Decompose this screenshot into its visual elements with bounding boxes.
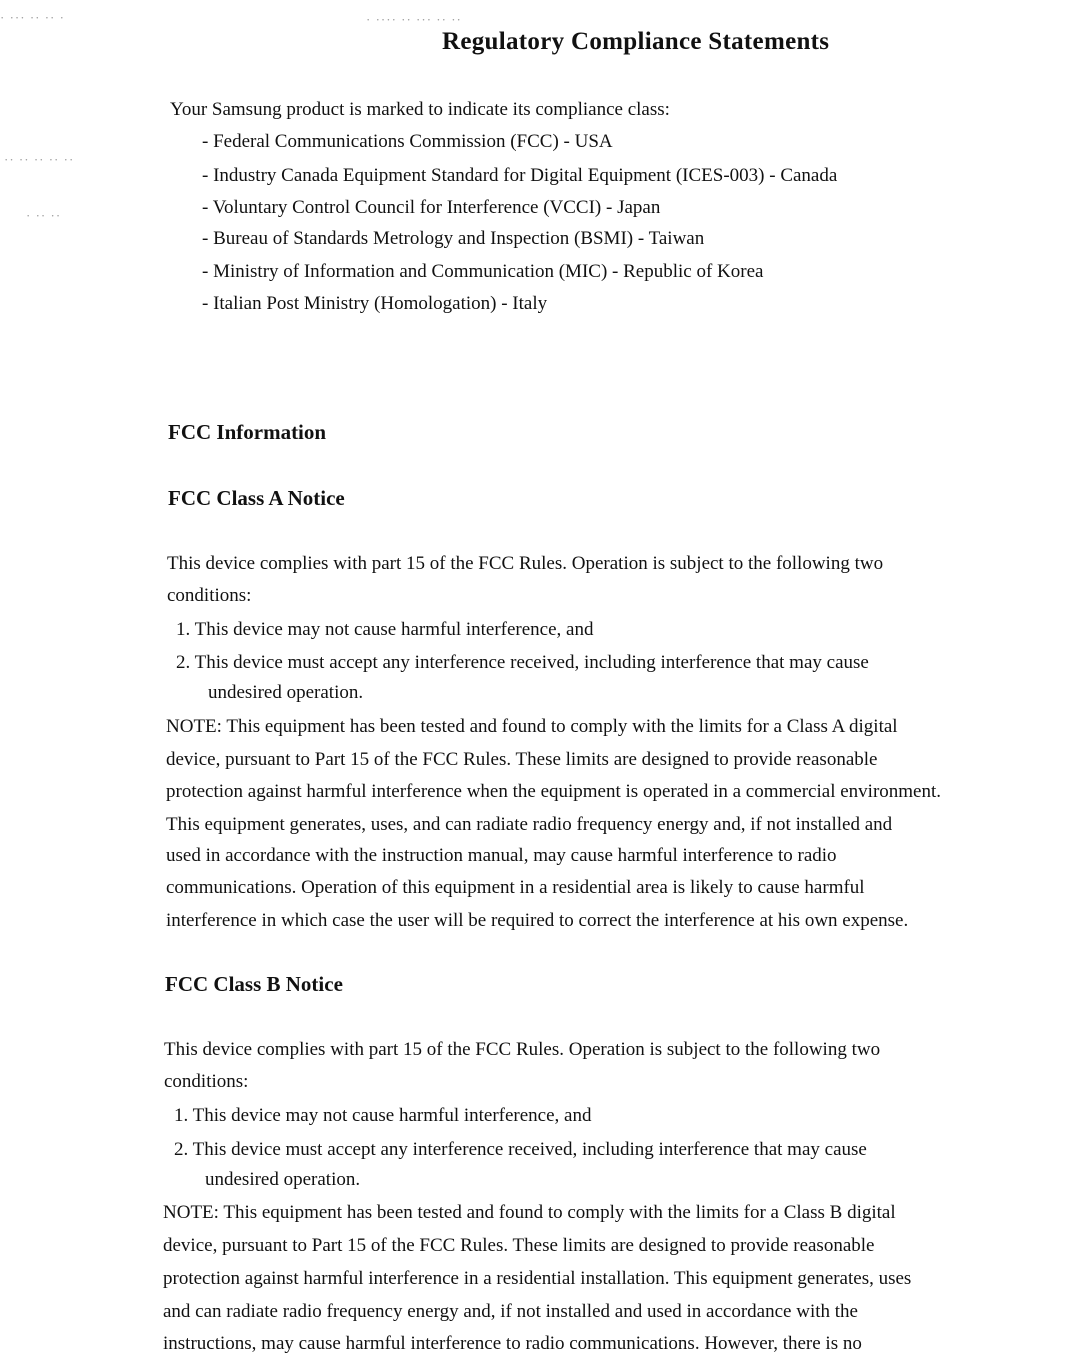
class-a-line: conditions: [167, 585, 252, 606]
class-b-line: This device complies with part 15 of the FCC Rules. Operation is subject to the following two [164, 1039, 881, 1060]
class-b-line: NOTE: This equipment has been tested and found to comply with the limits for a Class B digital [163, 1202, 896, 1223]
compliance-list-item: - Industry Canada Equipment Standard for Digital Equipment (ICES-003) - Canada [202, 165, 838, 186]
compliance-list-item: - Voluntary Control Council for Interference (VCCI) - Japan [202, 197, 661, 218]
class-a-line: undesired operation. [208, 682, 364, 703]
class-b-line: 2. This device must accept any interference received, including interference that may cause [174, 1139, 867, 1160]
scan-artifact: · ···· ·· ··· ·· ·· [366, 12, 462, 27]
class-b-line: conditions: [164, 1071, 249, 1092]
class-a-line: 2. This device must accept any interference received, including interference that may cause [176, 652, 869, 673]
compliance-list-item: - Ministry of Information and Communication (MIC) - Republic of Korea [202, 261, 764, 282]
class-b-line: and can radiate radio frequency energy and, if not installed and used in accordance with the [163, 1301, 858, 1322]
class-a-line: device, pursuant to Part 15 of the FCC Rules. These limits are designed to provide reasonable [166, 749, 878, 770]
scan-artifact: ·· ·· ·· ·· ·· [4, 152, 75, 167]
class-a-line: This equipment generates, uses, and can radiate radio frequency energy and, if not installed and [166, 814, 893, 835]
class-b-line: 1. This device may not cause harmful interference, and [174, 1105, 592, 1126]
class-a-heading: FCC Class A Notice [168, 486, 345, 510]
fcc-information-heading: FCC Information [168, 420, 327, 444]
compliance-list-item: - Federal Communications Commission (FCC) - USA [202, 131, 613, 152]
scan-artifact: · ··· ·· ·· · [0, 10, 65, 25]
class-b-heading: FCC Class B Notice [165, 972, 343, 996]
class-b-line: instructions, may cause harmful interference to radio communications. However, there is no [163, 1333, 862, 1354]
scan-artifact: · ·· ·· [26, 208, 62, 223]
intro-lead: Your Samsung product is marked to indicate its compliance class: [170, 99, 670, 120]
compliance-list-item: - Italian Post Ministry (Homologation) - Italy [202, 293, 548, 314]
class-a-line: NOTE: This equipment has been tested and found to comply with the limits for a Class A digital [166, 716, 898, 737]
class-a-line: This device complies with part 15 of the FCC Rules. Operation is subject to the following two [167, 553, 884, 574]
class-a-line: interference in which case the user will be required to correct the interference at his own expense. [166, 910, 909, 931]
class-b-line: device, pursuant to Part 15 of the FCC Rules. These limits are designed to provide reasonable [163, 1235, 875, 1256]
class-a-line: communications. Operation of this equipment in a residential area is likely to cause harmful [166, 877, 865, 898]
class-a-line: 1. This device may not cause harmful interference, and [176, 619, 594, 640]
class-b-line: protection against harmful interference in a residential installation. This equipment generates, uses [163, 1268, 912, 1289]
compliance-list-item: - Bureau of Standards Metrology and Inspection (BSMI) - Taiwan [202, 228, 705, 249]
page-title: Regulatory Compliance Statements [442, 28, 830, 55]
class-a-line: used in accordance with the instruction manual, may cause harmful interference to radio [166, 845, 837, 866]
class-a-line: protection against harmful interference when the equipment is operated in a commercial environment. [166, 781, 942, 802]
class-b-line: undesired operation. [205, 1169, 361, 1190]
